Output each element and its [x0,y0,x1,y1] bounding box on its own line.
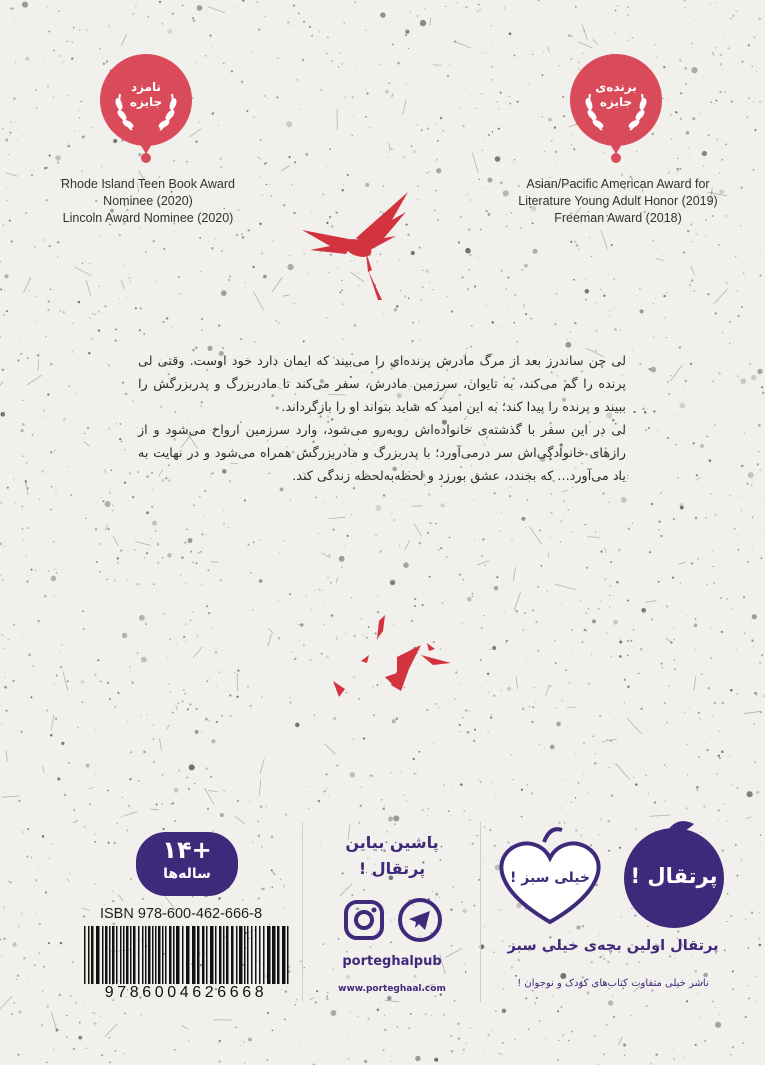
barcode-digits: 9786004626668 [104,984,268,1001]
social-title: پاشین بیاین پرتقال ! [345,833,439,878]
award-line: Asian/Pacific American Award for [526,177,710,191]
flock-illustration [325,615,455,705]
telegram-icon[interactable] [398,898,442,942]
winner-award-list [498,176,738,227]
divider [480,822,481,1002]
age-number: +۱۴ [162,836,212,864]
description-paragraph: لی در این سفر با گذشته‌ی خانواده‌اش روبه‌رو می‌شود، وارد سرزمین ارواح می‌شود و از رازهای خانوادگی‌اش سر درمی‌آورد؛ با پدربزرگ و مادربزرگش همراه می‌شود و در نهایت به یاد می‌آورد... که بخندد، عشق بورزد و لحظه‌به‌لحظه زندگی کند. [138,423,626,484]
barcode [84,926,290,984]
award-line: Nominee (2020) [103,194,193,208]
description-paragraph: لی چن ساندرز بعد از مرگ مادرش پرنده‌ای را می‌بیند که ایمان دارد خود اوست. وقتی لی پرنده را گم می‌کند، به تایوان، سرزمین مادرش، سفر می‌کند تا مادربزرگ و پدربزرگش را ببیند و پرنده را پیدا کند؛ به این امید که شاید بتواند او را بازگرداند. [138,354,626,415]
winner-badge-label: برنده‌ی جایزه [595,80,637,109]
award-line: Rhode Island Teen Book Award [61,177,235,191]
publisher-slogan: پرتقال اولین بچه‌ی خیلی سبز [507,938,719,954]
heart-logo-text: خیلی سبز ! [509,870,590,886]
age-rating-badge [136,832,238,896]
isbn-text: ISBN 978-600-462-666-8 [99,906,263,922]
publisher-tagline: ناشر خیلی متفاوت کتاب‌های کودک و نوجوان ! [517,978,709,989]
award-line: Freeman Award (2018) [554,211,682,225]
winner-badge [568,54,664,164]
instagram-handle[interactable]: porteghalpub [342,954,442,969]
age-unit: ساله‌ها [163,866,211,882]
divider [302,822,303,1002]
instagram-icon[interactable] [342,898,386,942]
orange-logo-text: پرتقال ! [630,864,718,888]
award-line: Lincoln Award Nominee (2020) [62,211,234,225]
nominee-badge [98,54,194,164]
award-line: Literature Young Adult Honor (2019) [518,194,718,208]
nominee-award-list [28,176,268,227]
book-description [138,350,626,488]
nominee-badge-label: نامزد جایزه [129,80,163,109]
publisher-band [48,818,740,1008]
crane-illustration [296,190,416,305]
website-link[interactable]: www.porteghaal.com [338,984,446,994]
